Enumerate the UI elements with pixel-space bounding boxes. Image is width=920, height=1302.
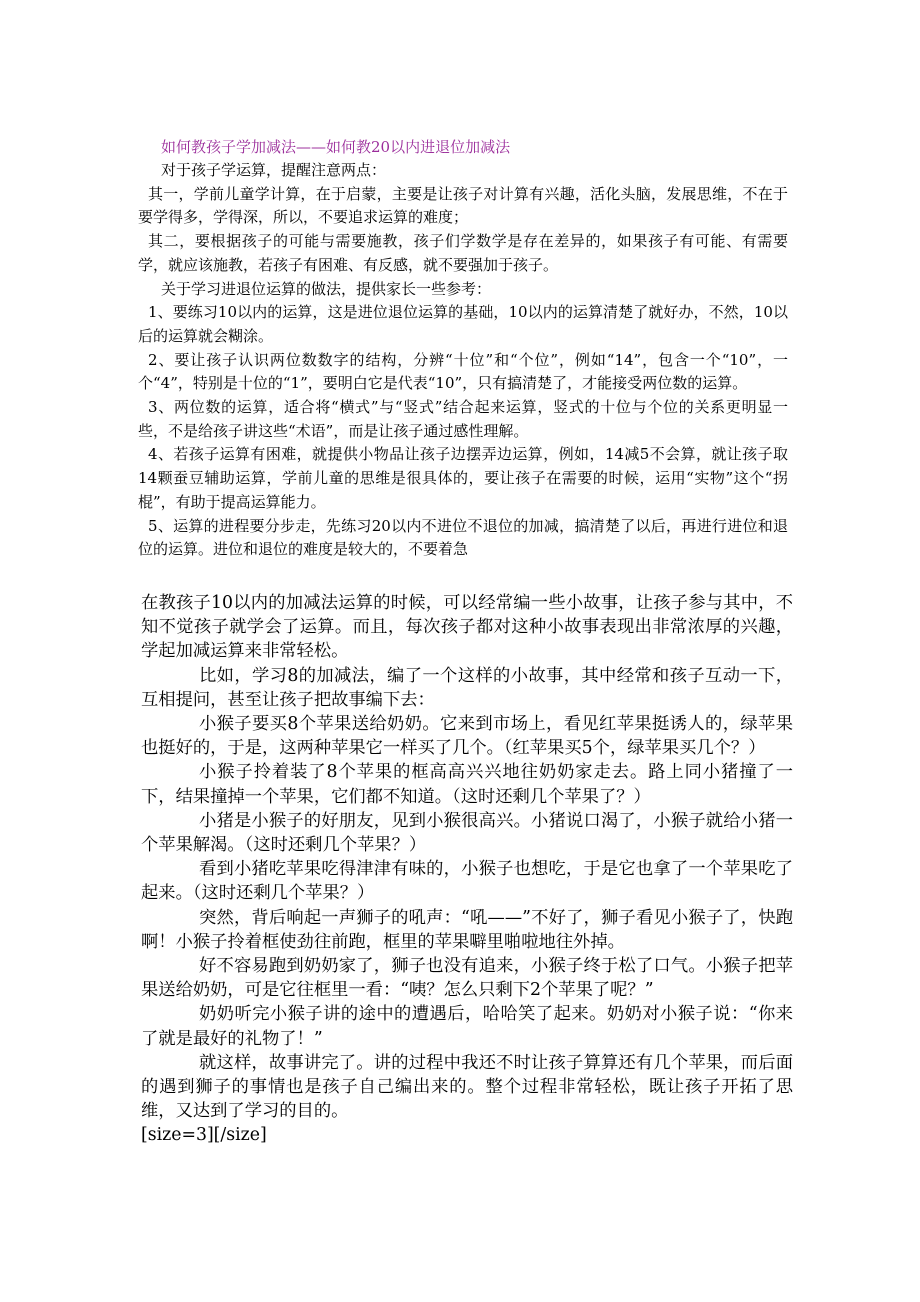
size-tag-text: [size=3][/size]	[141, 1125, 267, 1146]
tip-point-2: 其二，要根据孩子的可能与需要施教，孩子们学数学是存在差异的，如果孩子有可能、有需要学，就应该施教，若孩子有困难、有反感，就不要强加于孩子。	[138, 232, 788, 274]
tips-section	[138, 159, 788, 562]
advice-item-1: 1、要练习10以内的运算，这是进位退位运算的基础，10以内的运算清楚了就好办，不然，10以后的运算就会糊涂。	[138, 303, 788, 345]
advice-item-5: 5、运算的进程要分步走，先练习20以内不进位不退位的加减，搞清楚了以后，再进行进位和退位的运算。进位和退位的难度是较大的，不要着急	[138, 516, 788, 559]
story-paragraph-2: 比如，学习8的加减法，编了一个这样的小故事，其中经常和孩子互动一下，互相提问，甚至让孩子把故事编下去：	[141, 665, 793, 710]
story-paragraph-5: 小猪是小猴子的好朋友，见到小猴很高兴。小猪说口渴了，小猴子就给小猪一个苹果解渴。（这时还剩几个苹果？）	[141, 810, 793, 856]
advice-item-2: 2、要让孩子认识两位数数字的结构，分辨“十位”和“个位”，例如“14”，包含一个“10”，一个“4”，特别是十位的“1”，要明白它是代表“10”，只有搞清楚了，才能接受两位数的运算。	[138, 350, 788, 393]
story-paragraph-1: 在教孩子10以内的加减法运算的时候，可以经常编一些小故事，让孩子参与其中，不知不觉孩子就学会了运算。而且，每次孩子都对这种小故事表现出非常浓厚的兴趣，学起加减运算来非常轻松。	[141, 593, 793, 662]
story-paragraph-3: 小猴子要买8个苹果送给奶奶。它来到市场上，看见红苹果挺诱人的，绿苹果也挺好的，于是，这两种苹果它一样买了几个。（红苹果买5个，绿苹果买几个？）	[141, 714, 793, 759]
story-paragraph-8: 好不容易跑到奶奶家了，狮子也没有追来，小猴子终于松了口气。小猴子把苹果送给奶奶，可是它往框里一看：“咦？怎么只剩下2个苹果了呢？”	[141, 956, 793, 1001]
story-paragraph-9: 奶奶听完小猴子讲的途中的遭遇后，哈哈笑了起来。奶奶对小猴子说：“你来了就是最好的礼物了！”	[141, 1004, 793, 1049]
story-paragraph-6: 看到小猪吃苹果吃得津津有味的，小猴子也想吃，于是它也拿了一个苹果吃了起来。（这时还剩几个苹果？）	[141, 859, 793, 904]
advice-item-4: 4、若孩子运算有困难，就提供小物品让孩子边摆弄边运算，例如，14减5不会算，就让孩子取14颗蚕豆辅助运算，学前儿童的思维是很具体的，要让孩子在需要的时候，运用“实物”这个“拐棍”，有助于提高运算能力。	[138, 445, 788, 511]
tips-intro: 对于孩子学运算，提醒注意两点：	[161, 161, 387, 179]
document-title: 如何教孩子学加减法——如何教20以内进退位加减法	[161, 138, 511, 156]
tip-point-1: 其一，学前儿童学计算，在于启蒙，主要是让孩子对计算有兴趣，活化头脑，发展思维，不在于要学得多，学得深，所以，不要追求运算的难度；	[138, 184, 788, 227]
story-paragraph-10: 就这样，故事讲完了。讲的过程中我还不时让孩子算算还有几个苹果，而后面的遇到狮子的事情也是孩子自己编出来的。整个过程非常轻松，既让孩子开拓了思维，又达到了学习的目的。	[141, 1052, 793, 1122]
story-section	[141, 591, 793, 1148]
advice-item-3: 3、两位数的运算，适合将“横式”与“竖式”结合起来运算，竖式的十位与个位的关系更明显一些，不是给孩子讲这些“术语”，而是让孩子通过感性理解。	[138, 398, 788, 440]
advice-intro: 关于学习进退位运算的做法，提供家长一些参考：	[161, 279, 492, 298]
story-paragraph-7: 突然，背后响起一声狮子的吼声：“吼——”不好了，狮子看见小猴子了，快跑啊！小猴子拎着框使劲往前跑，框里的苹果噼里啪啦地往外掉。	[141, 907, 793, 952]
story-paragraph-4: 小猴子拎着装了8个苹果的框高高兴兴地往奶奶家走去。路上同小猪撞了一下，结果撞掉一个苹果，它们都不知道。（这时还剩几个苹果了？）	[141, 762, 793, 807]
